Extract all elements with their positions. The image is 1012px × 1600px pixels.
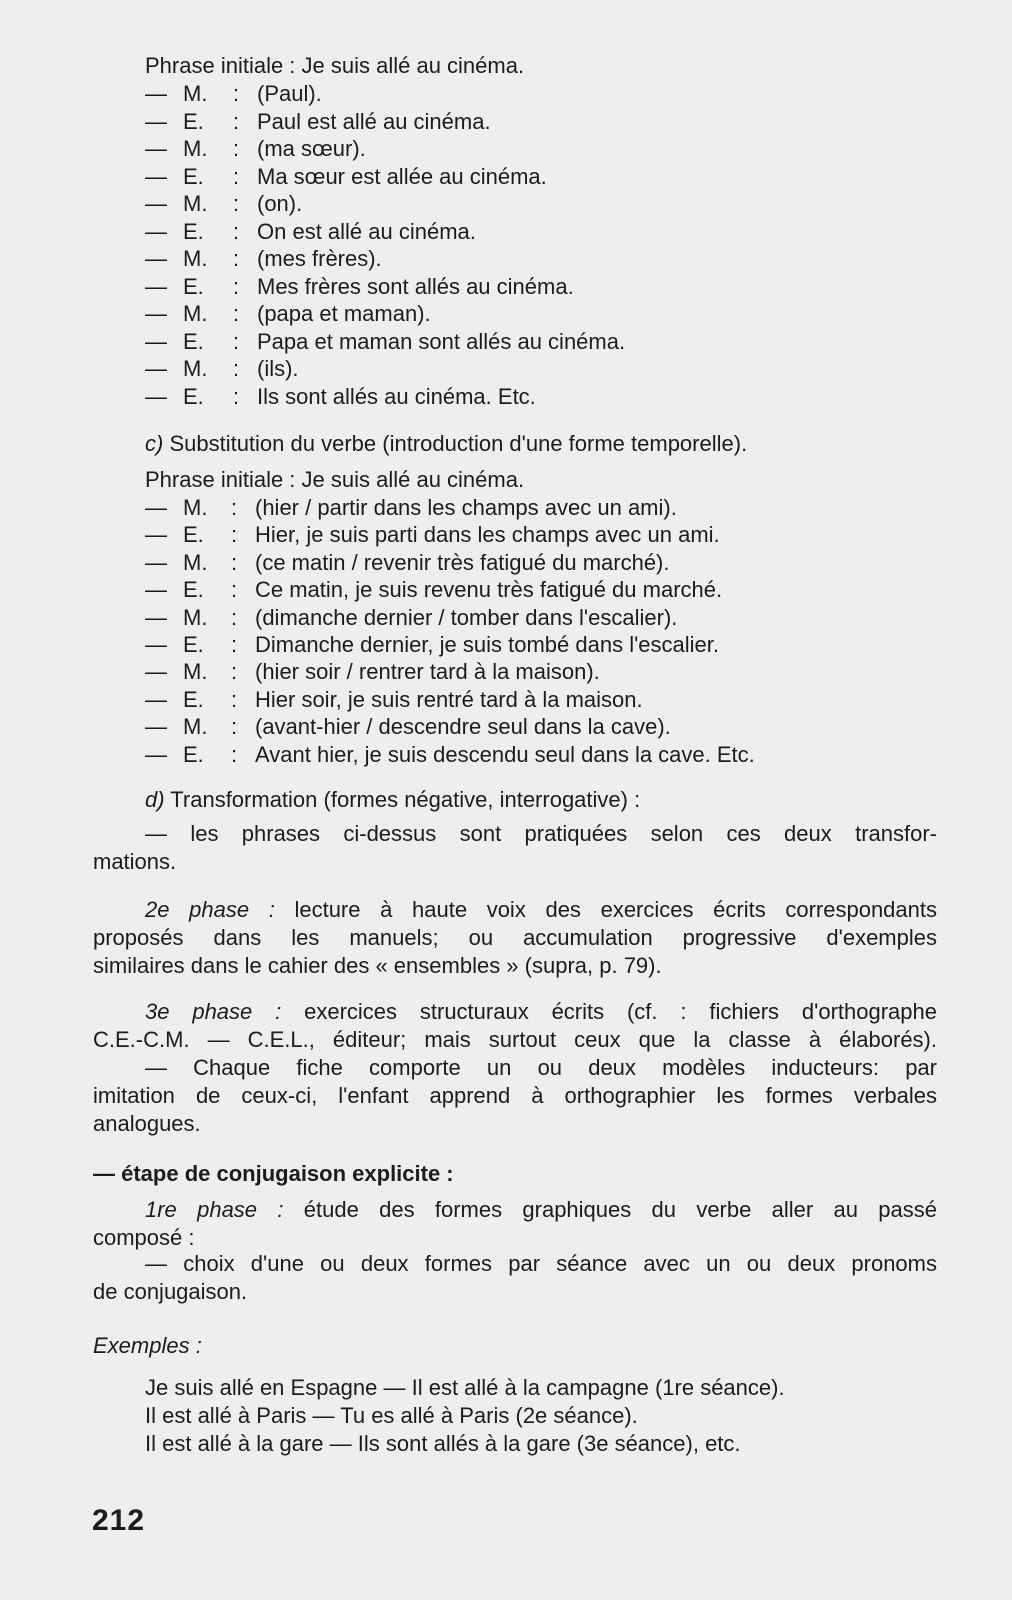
phase-text: étude des formes graphiques du verbe aller au passé [283,1197,937,1222]
dialog-line [145,549,670,577]
colon-mark: : [233,191,240,216]
speaker-label: M. [183,246,208,271]
phase2-line [145,896,937,924]
dialog-line [145,135,366,163]
colon-mark: : [233,356,240,381]
section-d-heading [145,786,640,814]
dialog-text: On est allé au cinéma. [257,218,476,244]
dash-mark: — [145,301,167,326]
paragraph-line: composé : [93,1225,195,1250]
speaker-label: E. [183,686,204,712]
page-number: 212 [92,1504,146,1537]
phase-text: lecture à haute voix des exercices écrits correspondants [274,897,937,922]
dialog-text: (ma sœur). [257,136,366,161]
initial-sentence: Phrase initiale : Je suis allé au cinéma. [145,467,525,492]
paragraph-line: imitation de ceux-ci, l'enfant apprend à orthographier les formes verbales [93,1083,937,1108]
dialog-text: (ils). [257,356,299,381]
dash-mark: — [145,328,167,354]
dialog-line [145,108,491,136]
initial-sentence: Phrase initiale : Je suis allé au cinéma. [145,53,525,78]
speaker-label: M. [183,659,208,685]
examples-label: Exemples : [93,1333,202,1358]
dialog-line [145,713,671,741]
dash-mark: — [145,714,167,740]
dialog-line [145,80,322,108]
dialog-text: Dimanche dernier, je suis tombé dans l'escalier. [255,632,719,657]
dialog-line [145,383,536,411]
dialog-text: Ils sont allés au cinéma. Etc. [257,383,536,409]
dialog-text: (papa et maman). [257,301,431,326]
phase1-line [145,1196,937,1224]
colon-mark: : [231,549,238,575]
dialog-line [145,658,600,686]
speaker-label: M. [183,301,208,326]
colon-mark: : [233,246,240,271]
dialog-line [145,494,677,522]
dialog-line [145,576,722,604]
dialog-text: (Paul). [257,81,322,106]
paragraph-line: C.E.-C.M. — C.E.L., éditeur; mais surtout ceux que la classe à élaborés). [93,1027,937,1052]
speaker-label: M. [183,714,208,740]
dialog-line [145,273,574,301]
colon-mark: : [233,108,240,134]
paragraph-line: — choix d'une ou deux formes par séance avec un ou deux pronoms [145,1251,937,1276]
dash-mark: — [145,577,167,603]
dialog-line [145,190,302,218]
speaker-label: M. [183,549,208,575]
phase-label: 1re phase : [145,1197,284,1222]
colon-mark: : [231,495,238,520]
colon-mark: : [231,714,238,740]
dash-mark: — [145,163,167,189]
dialog-text: (on). [257,191,303,216]
colon-mark: : [233,273,240,299]
dialog-text: (ce matin / revenir très fatigué du marché). [255,549,670,575]
dialog-line [145,355,299,383]
dialog-line [145,604,677,632]
dash-mark: — [145,218,167,244]
dialog-text: (dimanche dernier / tomber dans l'escalier). [255,604,678,630]
dash-mark: — [145,383,167,409]
colon-mark: : [233,81,240,106]
example-line: Je suis allé en Espagne — Il est allé à la campagne (1re séance). [145,1375,785,1400]
dialog-text: (hier / partir dans les champs avec un ami). [255,495,677,520]
dialog-text: Ce matin, je suis revenu très fatigué du marché. [255,577,723,603]
dialog-line [145,631,719,659]
speaker-label: M. [183,136,208,161]
dialog-line [145,521,720,549]
dialog-line [145,300,431,328]
dash-mark: — [145,686,167,712]
colon-mark: : [231,659,238,685]
dialog-line [145,741,755,769]
phase-text: exercices structuraux écrits (cf. : fichiers d'orthographe [281,999,937,1024]
speaker-label: E. [183,218,204,244]
dash-mark: — [145,741,167,767]
paragraph-line: proposés dans les manuels; ou accumulation progressive d'exemples [93,925,937,950]
section-marker: d) [145,787,165,812]
dialog-text: Papa et maman sont allés au cinéma. [257,328,626,354]
dash-mark: — [145,108,167,134]
speaker-label: E. [183,632,204,657]
speaker-label: M. [183,356,208,381]
speaker-label: M. [183,81,208,106]
colon-mark: : [231,686,238,712]
dialog-text: Hier, je suis parti dans les champs avec un ami. [255,522,720,548]
paragraph-line: de conjugaison. [93,1279,248,1304]
dash-mark: — [145,191,167,216]
dash-mark: — [145,659,167,685]
paragraph-line: — Chaque fiche comporte un ou deux modèles inducteurs: par [145,1055,937,1080]
dash-mark: — [145,81,167,106]
dash-mark: — [145,356,167,381]
colon-mark: : [233,218,240,244]
dash-mark: — [145,604,167,630]
speaker-label: M. [183,495,208,520]
dash-mark: — [145,632,167,657]
dash-mark: — [145,495,167,520]
section-marker: c) [145,431,164,456]
section-c-heading [145,430,747,458]
paragraph-line: analogues. [93,1111,201,1136]
paragraph-line: — les phrases ci-dessus sont pratiquées selon ces deux transfor- [145,821,937,846]
colon-mark: : [231,577,238,603]
phase-label: 3e phase : [145,999,282,1024]
speaker-label: E. [183,577,204,603]
paragraph-line: mations. [93,849,177,874]
colon-mark: : [233,136,240,161]
colon-mark: : [233,163,240,189]
colon-mark: : [231,522,238,548]
dialog-text: Avant hier, je suis descendu seul dans la cave. Etc. [255,741,755,767]
dialog-line [145,245,382,273]
paragraph-line: similaires dans le cahier des « ensembles » (supra, p. 79). [93,953,662,978]
speaker-label: E. [183,741,204,767]
dialog-text: (avant-hier / descendre seul dans la cave). [255,714,671,740]
example-line: Il est allé à la gare — Ils sont allés à la gare (3e séance), etc. [145,1431,741,1456]
dialog-text: (hier soir / rentrer tard à la maison). [255,659,600,685]
phase-label: 2e phase : [145,897,275,922]
dash-mark: — [145,136,167,161]
dialog-line [145,218,476,246]
dash-mark: — [145,522,167,548]
dialog-line [145,328,625,356]
colon-mark: : [231,632,238,657]
section-title: Transformation (formes négative, interrogative) : [164,787,641,812]
speaker-label: E. [183,383,204,409]
example-line: Il est allé à Paris — Tu es allé à Paris (2e séance). [145,1403,638,1428]
dialog-text: Mes frères sont allés au cinéma. [257,273,574,299]
dash-mark: — [145,246,167,271]
dialog-line [145,163,547,191]
colon-mark: : [233,301,240,326]
speaker-label: E. [183,328,204,354]
stage-heading: — étape de conjugaison explicite : [93,1161,454,1186]
phase3-line [145,998,937,1026]
speaker-label: E. [183,522,204,548]
colon-mark: : [233,328,240,354]
colon-mark: : [231,741,238,767]
dialog-text: Hier soir, je suis rentré tard à la maison. [255,686,643,712]
dash-mark: — [145,273,167,299]
dialog-text: (mes frères). [257,246,382,271]
speaker-label: E. [183,108,204,134]
colon-mark: : [233,383,240,409]
dash-mark: — [145,549,167,575]
dialog-text: Ma sœur est allée au cinéma. [257,163,547,189]
speaker-label: M. [183,604,208,630]
colon-mark: : [231,604,238,630]
speaker-label: E. [183,163,204,189]
dialog-line [145,686,643,714]
speaker-label: M. [183,191,208,216]
dialog-text: Paul est allé au cinéma. [257,108,491,134]
section-title: Substitution du verbe (introduction d'une forme temporelle). [163,431,748,456]
speaker-label: E. [183,273,204,299]
